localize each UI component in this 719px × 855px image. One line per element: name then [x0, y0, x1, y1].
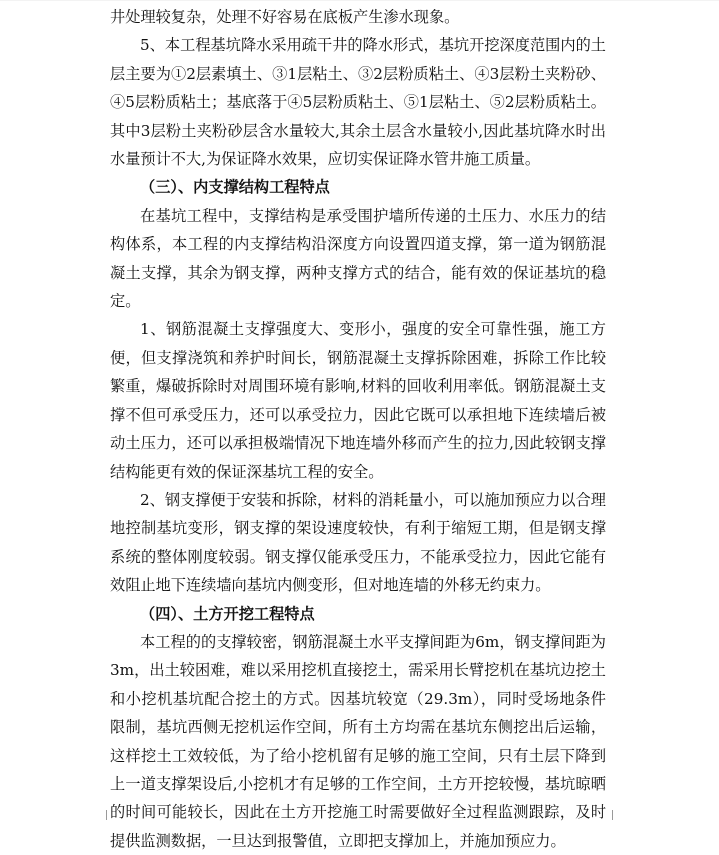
paragraph-concrete-support: 1、钢筋混凝土支撑强度大、变形小，强度的安全可靠性强，施工方便，但支撑浇筑和养护时间长，钢筋混凝土支撑拆除困难，拆除工作比较繁重，爆破拆除时对周围环境有影响,材料的回收利用率低。钢筋混凝土支撑不但可承受压力，还可以承受拉力，因此它既可以承担地下连续墙后被动土压力，还可以承担极端情况下地连墙外移而产生的拉力,因此较钢支撑结构能更有效的保证深基坑工程的安全。 — [110, 320, 606, 481]
section-heading-excavation: （四）、土方开挖工程特点 — [140, 604, 315, 623]
paragraph-steel-support: 2、钢支撑便于安装和拆除，材料的消耗量小，可以施加预应力以合理地控制基坑变形，钢支撑的架设速度较快，有利于缩短工期，但是钢支撑系统的整体刚度较弱。钢支撑仅能承受压力，不能承受拉力，因此它能有效阻止地下连续墙向基坑内侧变形，但对地连墙的外移无约束力。 — [110, 490, 606, 595]
page-corner-mark-right — [612, 810, 629, 820]
paragraph-dewatering: 5、本工程基坑降水采用疏干井的降水形式，基坑开挖深度范围内的土层主要为①2层素填土、③1层粘土、③2层粉质粘土、④3层粉土夹粉砂、④5层粉质粘土；基底落于④5层粉质粘土、⑤1层粘土、⑤2层粉质粘土。其中3层粉土夹粉砂层含水量较大,其余土层含水量较小,因此基坑降水时出水量预计不大,为保证降水效果，应切实保证降水管井施工质量。 — [110, 36, 606, 169]
text-column — [110, 3, 606, 855]
section-heading-internal-support: （三）、内支撑结构工程特点 — [140, 178, 330, 197]
paragraph-excavation: 本工程的的支撑较密，钢筋混凝土水平支撑间距为6m，钢支撑间距为3m，出土较困难，难以采用挖机直接挖土，需采用长臂挖机在基坑边挖土和小挖机基坑配合挖土的方式。因基坑较宽（29.3m），同时受场地条件限制，基坑西侧无挖机运作空间，所有土方均需在基坑东侧挖出后运输，这样挖土工效较低，为了给小挖机留有足够的施工空间，只有土层下降到上一道支撑架设后,小挖机才有足够的工作空间，土方开挖较慢，基坑晾晒的时间可能较长，因此在土方开挖施工时需要做好全过程监测跟踪，及时提供监测数据，一旦达到报警值，立即把支撑加上，并施加预应力。 — [110, 632, 606, 850]
page-corner-mark-left — [90, 810, 107, 820]
top-edge-divider — [0, 0, 719, 1]
paragraph-continuation: 井处理较复杂，处理不好容易在底板产生渗水现象。 — [110, 8, 460, 26]
paragraph-support-system: 在基坑工程中，支撑结构是承受围护墙所传递的土压力、水压力的结构体系，本工程的内支撑结构沿深度方向设置四道支撑，第一道为钢筋混凝土支撑，其余为钢支撑，两种支撑方式的结合，能有效的保证基坑的稳定。 — [110, 206, 606, 311]
